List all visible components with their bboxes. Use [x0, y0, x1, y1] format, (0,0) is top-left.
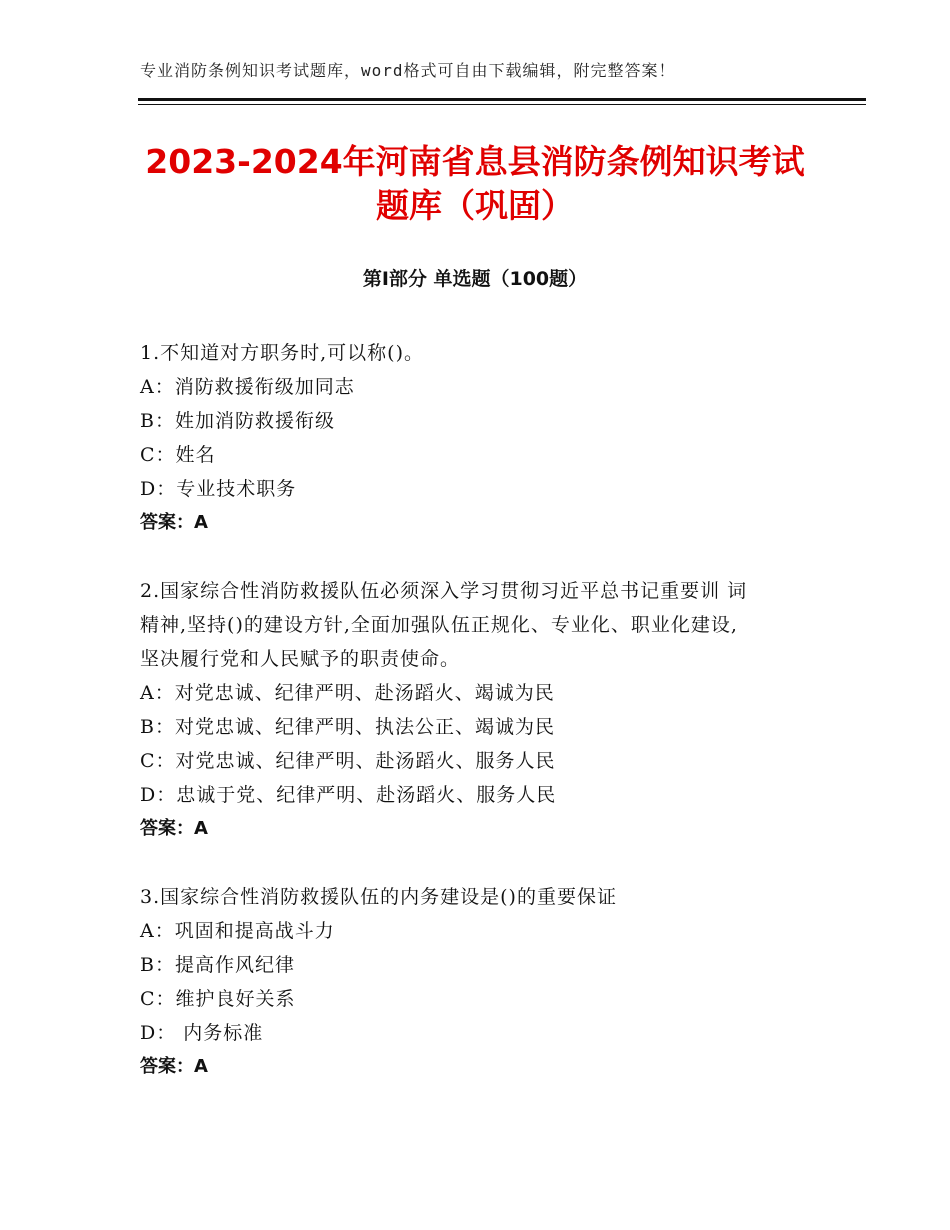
question-stem-line: 坚决履行党和人民赋予的职责使命。: [140, 648, 461, 670]
question-list: [140, 336, 820, 1118]
option-b: B：对党忠诚、纪律严明、执法公正、竭诚为民: [140, 716, 555, 738]
option-c: C：姓名: [140, 444, 216, 466]
header-rule-thin: [138, 104, 866, 105]
header-rule-thick: [138, 98, 866, 101]
option-b: B：提高作风纪律: [140, 954, 295, 976]
answer: 答案：A: [140, 1056, 208, 1077]
title-line-1: 2023-2024年河南省息县消防条例知识考试: [145, 142, 805, 181]
question-2: [140, 574, 820, 846]
option-a: A：消防救援衔级加同志: [140, 376, 355, 398]
option-c: C：对党忠诚、纪律严明、赴汤蹈火、服务人民: [140, 750, 556, 772]
header-note: 专业消防条例知识考试题库，word格式可自由下载编辑，附完整答案！: [140, 61, 676, 80]
question-1: [140, 336, 820, 540]
option-a: A：对党忠诚、纪律严明、赴汤蹈火、竭诚为民: [140, 682, 555, 704]
option-c: C：维护良好关系: [140, 988, 296, 1010]
option-a: A：巩固和提高战斗力: [140, 920, 335, 942]
option-d: D：专业技术职务: [140, 478, 297, 500]
question-stem-line: 3.国家综合性消防救援队伍的内务建设是()的重要保证: [140, 886, 617, 908]
question-stem-line: 1.不知道对方职务时,可以称()。: [140, 342, 424, 364]
answer: 答案：A: [140, 818, 208, 839]
document-title: [100, 140, 850, 228]
option-d: D：忠诚于党、纪律严明、赴汤蹈火、服务人民: [140, 784, 557, 806]
option-b: B：姓加消防救援衔级: [140, 410, 335, 432]
question-stem-line: 2.国家综合性消防救援队伍必须深入学习贯彻习近平总书记重要训 词: [140, 580, 748, 602]
option-d: D： 内务标准: [140, 1022, 264, 1044]
answer: 答案：A: [140, 512, 208, 533]
question-stem-line: 精神,坚持()的建设方针,全面加强队伍正规化、专业化、职业化建设,: [140, 614, 738, 636]
question-3: [140, 880, 820, 1084]
title-line-2: 题库（巩固）: [376, 186, 574, 225]
section-title: 第Ⅰ部分 单选题（100题）: [362, 268, 588, 290]
